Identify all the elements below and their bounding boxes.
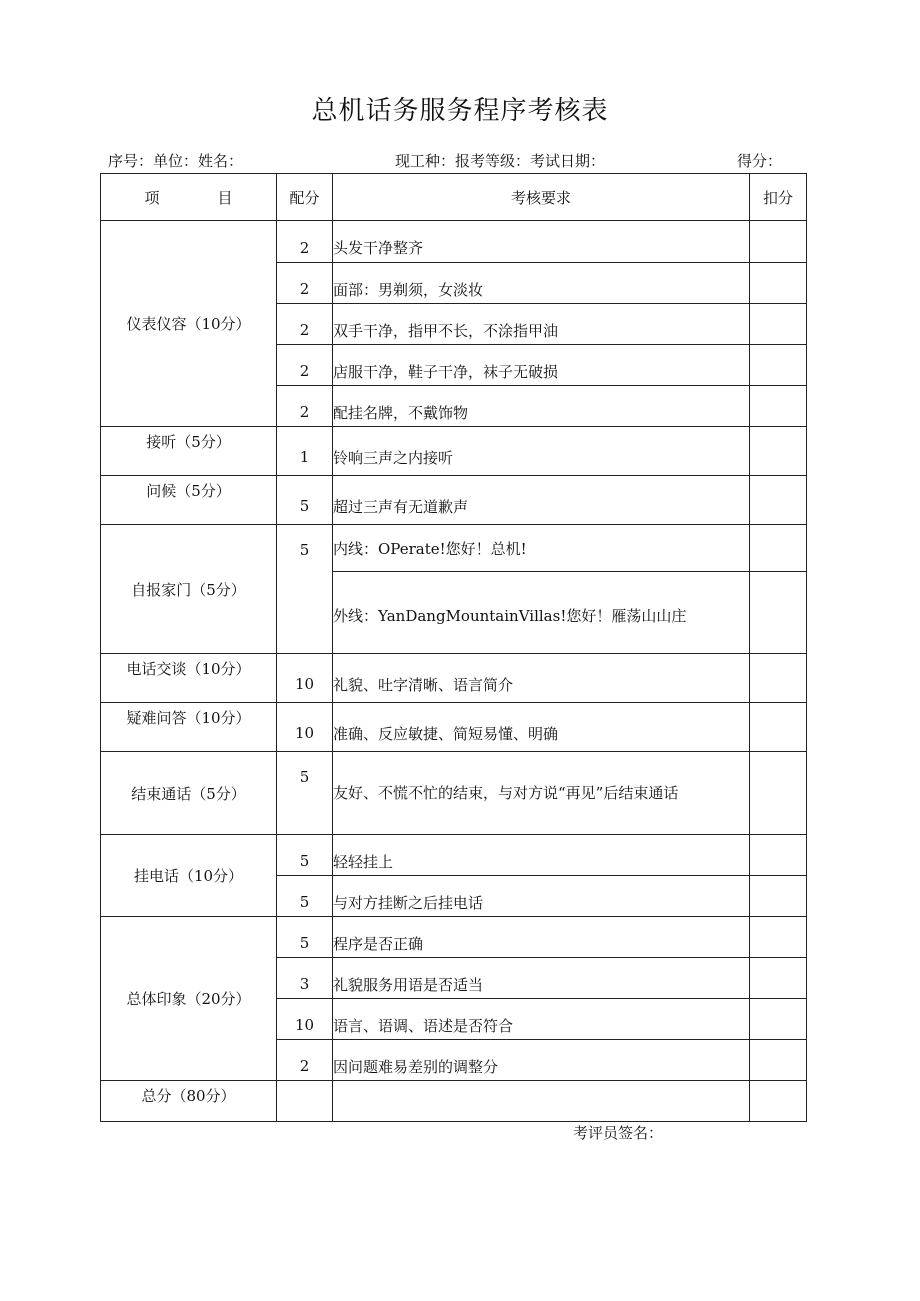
deduct-cell[interactable] [750, 304, 807, 345]
requirement-cell: 礼貌、吐字清晰、语言简介 [333, 654, 750, 703]
section-item: 问候（5分） [101, 476, 277, 525]
table-row [101, 917, 807, 958]
requirement-cell: 面部：男剃须，女淡妆 [333, 263, 750, 304]
header-score: 配分 [277, 174, 333, 221]
deduct-cell[interactable] [750, 654, 807, 703]
section-item: 总体印象（20分） [101, 917, 277, 1081]
meta-middle: 现工种：报考等级：考试日期： [395, 152, 606, 170]
score-cell: 10 [277, 999, 333, 1040]
deduct-cell[interactable] [750, 835, 807, 876]
section-item: 接听（5分） [101, 427, 277, 476]
section-item: 自报家门（5分） [101, 525, 277, 654]
total-label: 总分（80分） [101, 1081, 277, 1122]
requirement-cell: 铃响三声之内接听 [333, 427, 750, 476]
requirement-cell: 礼貌服务用语是否适当 [333, 958, 750, 999]
deduct-cell[interactable] [750, 999, 807, 1040]
deduct-cell[interactable] [750, 263, 807, 304]
requirement-cell: 程序是否正确 [333, 917, 750, 958]
score-cell: 5 [277, 476, 333, 525]
score-cell: 2 [277, 345, 333, 386]
page-title: 总机话务服务程序考核表 [311, 96, 609, 126]
deduct-cell[interactable] [750, 917, 807, 958]
table-row [101, 654, 807, 703]
total-requirement-cell [333, 1081, 750, 1122]
deduct-cell[interactable] [750, 386, 807, 427]
header-item-b: 目 [217, 188, 233, 207]
score-cell: 3 [277, 958, 333, 999]
requirement-cell: 准确、反应敏捷、简短易懂、明确 [333, 703, 750, 752]
requirement-cell: 友好、不慌不忙的结束，与对方说“再见”后结束通话 [333, 752, 750, 835]
deduct-cell[interactable] [750, 427, 807, 476]
table-header-row [101, 174, 807, 221]
deduct-cell[interactable] [750, 752, 807, 835]
score-cell: 5 [277, 752, 333, 835]
section-item: 疑难问答（10分） [101, 703, 277, 752]
total-row [101, 1081, 807, 1122]
deduct-cell[interactable] [750, 345, 807, 386]
meta-left: 序号：单位：姓名： [108, 152, 244, 170]
deduct-cell[interactable] [750, 221, 807, 263]
header-deduct: 扣分 [750, 174, 807, 221]
score-cell: 2 [277, 221, 333, 263]
score-cell: 2 [277, 1040, 333, 1081]
table-row [101, 703, 807, 752]
requirement-cell: 内线：OPerate!您好！总机! [333, 525, 750, 572]
deduct-cell[interactable] [750, 572, 807, 654]
score-cell: 5 [277, 835, 333, 876]
requirement-cell: 店服干净，鞋子干净，袜子无破损 [333, 345, 750, 386]
deduct-cell[interactable] [750, 1040, 807, 1081]
requirement-cell: 因问题难易差别的调整分 [333, 1040, 750, 1081]
meta-right: 得分： [737, 152, 783, 170]
deduct-cell[interactable] [750, 876, 807, 917]
examiner-signature-label: 考评员签名： [573, 1124, 664, 1142]
score-cell: 10 [277, 654, 333, 703]
deduct-cell[interactable] [750, 476, 807, 525]
total-deduct-cell[interactable] [750, 1081, 807, 1122]
deduct-cell[interactable] [750, 525, 807, 572]
score-cell: 2 [277, 304, 333, 345]
score-cell: 10 [277, 703, 333, 752]
score-cell: 2 [277, 263, 333, 304]
requirement-cell: 外线：YanDangMountainVillas!您好！雁荡山山庄 [333, 572, 750, 654]
deduct-cell[interactable] [750, 958, 807, 999]
score-cell: 1 [277, 427, 333, 476]
assessment-table [100, 173, 807, 1122]
score-cell: 5 [277, 876, 333, 917]
section-item: 仪表仪容（10分） [101, 221, 277, 427]
total-score-cell[interactable] [277, 1081, 333, 1122]
deduct-cell[interactable] [750, 703, 807, 752]
requirement-cell: 与对方挂断之后挂电话 [333, 876, 750, 917]
table-row [101, 476, 807, 525]
section-item: 挂电话（10分） [101, 835, 277, 917]
requirement-cell: 轻轻挂上 [333, 835, 750, 876]
header-requirement: 考核要求 [333, 174, 750, 221]
header-item-a: 项 [144, 188, 160, 207]
score-cell: 2 [277, 386, 333, 427]
score-cell: 5 [277, 525, 333, 654]
header-item [101, 174, 277, 221]
section-item: 电话交谈（10分） [101, 654, 277, 703]
requirement-cell: 配挂名牌，不戴饰物 [333, 386, 750, 427]
score-cell: 5 [277, 917, 333, 958]
table-row [101, 427, 807, 476]
section-item: 结束通话（5分） [101, 752, 277, 835]
table-row [101, 525, 807, 572]
table-row [101, 752, 807, 835]
table-row [101, 835, 807, 876]
requirement-cell: 头发干净整齐 [333, 221, 750, 263]
requirement-cell: 语言、语调、语述是否符合 [333, 999, 750, 1040]
requirement-cell: 超过三声有无道歉声 [333, 476, 750, 525]
table-row [101, 221, 807, 263]
requirement-cell: 双手干净，指甲不长，不涂指甲油 [333, 304, 750, 345]
